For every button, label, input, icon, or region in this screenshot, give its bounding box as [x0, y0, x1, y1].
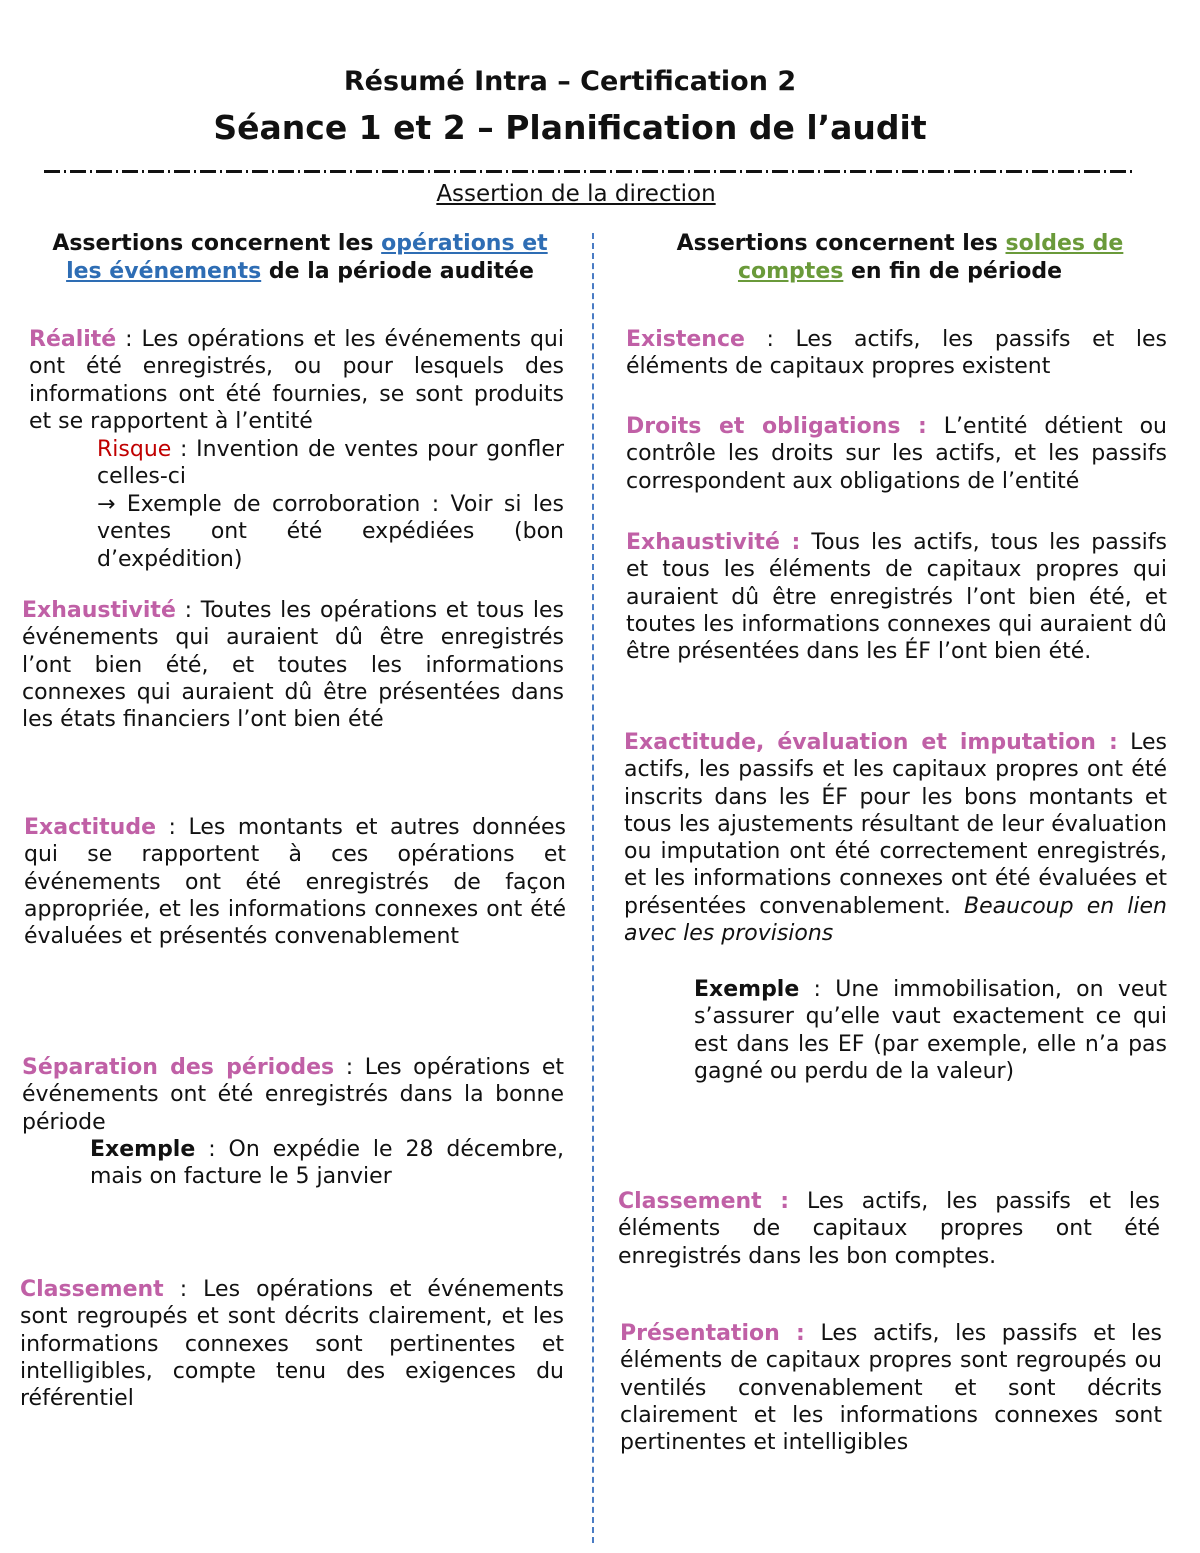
example-label: Exemple: [90, 1137, 196, 1162]
term-separation: Séparation des périodes: [22, 1055, 335, 1080]
term-droits: Droits et obligations :: [626, 414, 927, 439]
assertion-classement: [20, 1276, 564, 1412]
risk-label: Risque: [97, 437, 172, 462]
existence-text: : Les actifs, les passifs et les éléments de capitaux propres existent: [626, 327, 1167, 380]
arrow-icon: →: [97, 492, 116, 517]
assertion-exhaustivite-soldes: [626, 529, 1167, 665]
term-exhaustivite-soldes: Exhaustivité :: [626, 530, 801, 555]
right-heading-link: soldes de comptes: [737, 231, 1124, 284]
separator-line: [44, 170, 1132, 173]
realite-text: : Les opérations et les événements qui ont été enregistrés, ou pour lesquels des informations ont été fournies, se sont produits et se rapportent à l’entité: [29, 327, 564, 434]
left-heading-pre: Assertions concernent les: [52, 231, 382, 256]
exhaustivite-soldes-text: Tous les actifs, tous les passifs et tous les éléments de capitaux propres qui auraient dû être enregistrés l’ont bien été, et toutes les informations connexes qui auraient dû être présentées dans les ÉF l’ont bien été.: [626, 530, 1167, 665]
assertion-exactitude-evaluation: [624, 729, 1167, 947]
exactitude-example: [694, 976, 1167, 1085]
assertion-exactitude: [24, 814, 566, 950]
left-heading-link: opérations et les événements: [66, 231, 548, 284]
assertion-droits: [626, 413, 1167, 495]
realite-risk: [97, 436, 564, 491]
realite-example: [97, 491, 564, 573]
document-subtitle: Séance 1 et 2 – Planification de l’audit: [213, 108, 927, 147]
left-column-heading: [40, 230, 560, 286]
classement-soldes-text: Les actifs, les passifs et les éléments de capitaux propres ont été enregistrés dans les bon comptes.: [618, 1189, 1160, 1269]
term-exhaustivite: Exhaustivité: [22, 598, 176, 623]
example-label-right: Exemple: [694, 977, 800, 1002]
exhaustivite-text: : Toutes les opérations et tous les événements qui auraient dû être enregistrés l’ont bien été, et toutes les informations connexes qui auraient dû être présentées dans les états financiers l’ont bien été: [22, 598, 564, 733]
separation-text: : Les opérations et événements ont été enregistrés dans la bonne période: [22, 1055, 564, 1135]
exactitude-text: : Les montants et autres données qui se rapportent à ces opérations et événements ont été enregistrés de façon appropriée, et les informations connexes ont été évaluées et présentés convenablement: [24, 815, 566, 950]
right-column-heading: [630, 230, 1170, 286]
term-exactitude: Exactitude: [24, 815, 157, 840]
term-existence: Existence: [626, 327, 745, 352]
assertion-realite: [29, 326, 564, 435]
assertion-exhaustivite: [22, 597, 564, 733]
exactitude-example-text: : Une immobilisation, on veut s’assurer qu’elle vaut exactement ce qui est dans les EF (par exemple, elle n’a pas gagné ou perdu de la valeur): [694, 977, 1167, 1084]
separation-example: [90, 1136, 564, 1191]
separation-example-text: : On expédie le 28 décembre, mais on facture le 5 janvier: [90, 1137, 564, 1190]
section-title: Assertion de la direction: [436, 181, 716, 207]
assertion-existence: [626, 326, 1167, 381]
right-heading-post: en fin de période: [843, 259, 1063, 284]
term-classement: Classement: [20, 1277, 164, 1302]
risk-text: : Invention de ventes pour gonfler celles-ci: [97, 437, 564, 490]
example-text: Exemple de corroboration : Voir si les ventes ont été expédiées (bon d’expédition): [97, 492, 564, 572]
right-heading-pre: Assertions concernent les: [676, 231, 1006, 256]
term-realite: Réalité: [29, 327, 117, 352]
column-divider: [592, 233, 594, 1543]
document-title: Résumé Intra – Certification 2: [343, 66, 797, 97]
term-presentation: Présentation :: [620, 1321, 805, 1346]
assertion-presentation: [620, 1320, 1162, 1456]
provisions-note: Beaucoup en lien avec les provisions: [624, 893, 1168, 947]
assertion-separation: [22, 1054, 564, 1136]
left-heading-post: de la période auditée: [261, 259, 534, 284]
presentation-text: Les actifs, les passifs et les éléments de capitaux propres sont regroupés ou ventilés convenablement et sont décrits clairement et les informations connexes sont pertinentes et intelligibles: [620, 1321, 1162, 1456]
assertion-classement-soldes: [618, 1188, 1160, 1270]
term-classement-soldes: Classement :: [618, 1189, 790, 1214]
exactitude-evaluation-text: Les actifs, les passifs et les capitaux propres ont été inscrits dans les ÉF pour les bons montants et tous les ajustements résultant de leur évaluation ou imputation ont été correctement enregistrés, et les informations connexes ont été évaluées et présentées convenablement.: [624, 730, 1167, 919]
classement-text: : Les opérations et événements sont regroupés et sont décrits clairement, et les informations connexes sont pertinentes et intelligibles, compte tenu des exigences du référentiel: [20, 1277, 564, 1412]
term-exactitude-evaluation: Exactitude, évaluation et imputation :: [624, 730, 1118, 755]
droits-text: L’entité détient ou contrôle les droits sur les actifs, et les passifs correspondent aux obligations de l’entité: [626, 414, 1168, 494]
